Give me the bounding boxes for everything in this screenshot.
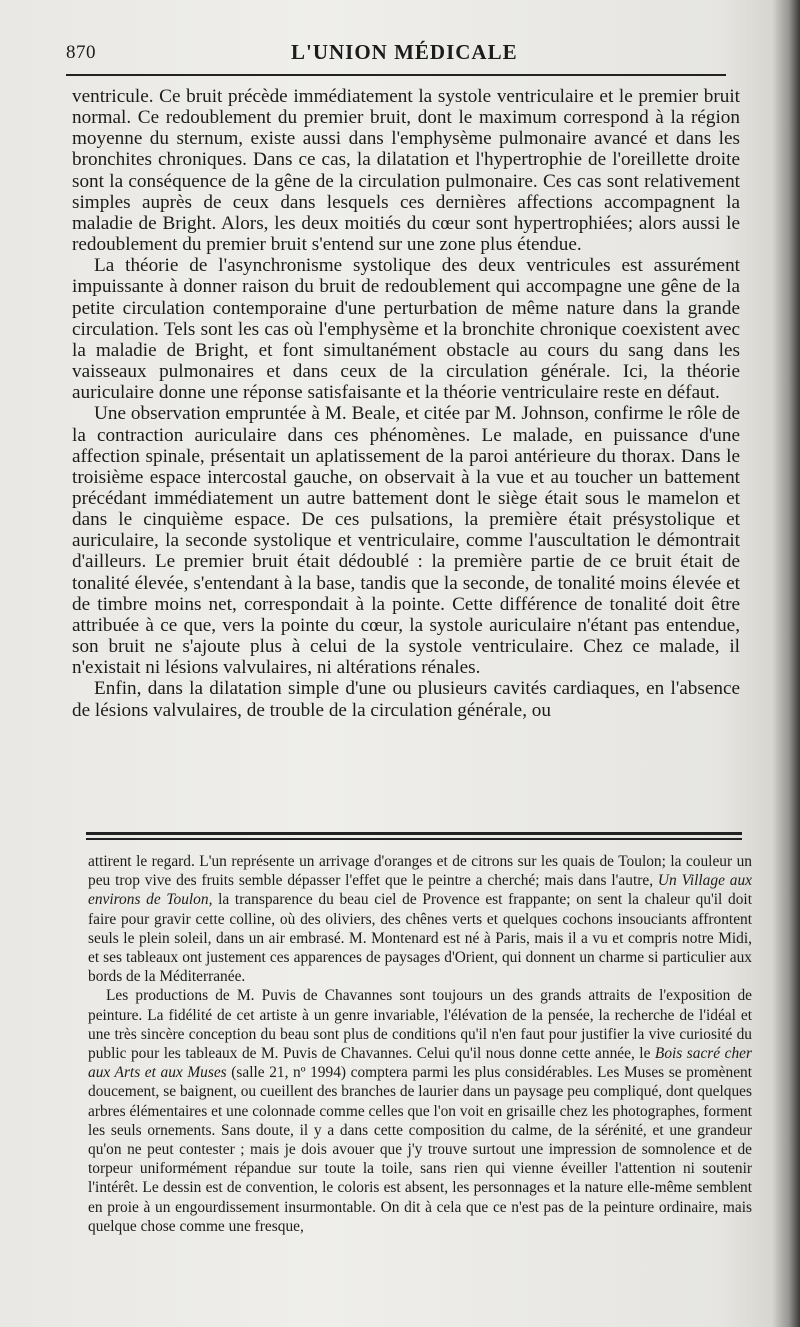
feuilleton-separator <box>86 832 742 841</box>
feuilleton-paragraph <box>88 852 752 986</box>
text-run: la transparence du beau ciel de Provence est frappante; on sent la chaleur qu'il doit faire pour gravir cette colline, où des oliviers, des chênes verts et quelques cochons insouciants affrontent seuls le plein soleil, dans un air embrasé. M. Montenard est né à Paris, mais il a vu et compris notre Midi, et ses tableaux ont justement ces apparences de paysages d'Orient, qui donnent un charme si particulier aux bords de la Méditerranée. <box>88 891 752 986</box>
running-title: L'UNION MÉDICALE <box>291 40 518 64</box>
main-article <box>72 86 740 721</box>
artwork-title: Un Village aux environs de Toulon, <box>88 872 753 909</box>
paragraph: Enfin, dans la dilatation simple d'une ou plusieurs cavités cardiaques, en l'absence de lésions valvulaires, de trouble de la circulation générale, ou <box>72 678 740 721</box>
artwork-title: Bois sacré cher aux Arts et aux Muses <box>88 1045 752 1082</box>
text-run: (salle 21, nº 1994) comptera parmi les plus considérables. Les Muses se promènent doucement, se baignent, ou cueillent des branches de laurier dans un paysage peu compliqué, dont quelques arbres élémentaires et une colonnade comme celles que l'on voit en grisaille chez les photographes, forment les seuls ornements. Sans doute, il y a dans cette composition du calme, de la sérénité, et une grandeur qu'on ne peut contester ; mais je dois avouer que j'y trouve surtout une impression de somnolence et de torpeur uniformément répandue sur toute la toile, sans rien qui vienne éveiller l'attention ni soutenir l'intérêt. Le dessin est de convention, le coloris est absent, les personnages et la nature elle-même semblent en proie à un engourdissement insurmontable. On dit à cela que ce n'est pas de la peinture ordinaire, mais quelque chose comme une fresque, <box>88 1064 752 1235</box>
text-run: attirent le regard. L'un représente un arrivage d'oranges et de citrons sur les quais de Toulon; la couleur un peu trop vive des fruits semble dépasser l'effet que le peintre a cherché; mais dans l'autre, <box>88 853 752 890</box>
book-spine-shadow <box>772 0 800 1327</box>
page-header <box>66 34 736 68</box>
paragraph: Une observation empruntée à M. Beale, et citée par M. Johnson, confirme le rôle de la contraction auriculaire dans ces phénomènes. Le malade, en puissance d'une affection spinale, présentait un aplatissement de la paroi antérieure du thorax. Dans le troisième espace intercostal gauche, on observait à la vue et au toucher un battement précédant immédiatement un autre battement dont le siège était sous le mamelon et dans le cinquième espace. De ces pulsations, la première était présystolique et auriculaire, la seconde systolique et ventriculaire, comme l'auscultation le démontrait d'ailleurs. Le premier bruit était dédoublé : la première partie de ce bruit était de tonalité élevée, s'entendant à la base, tandis que la seconde, de tonalité moins élevée et de timbre moins net, correspondait à la pointe. Cette différence de tonalité doit être attribuée à ce que, vers la pointe du cœur, la systole auriculaire n'étant pas entendue, son bruit ne s'ajoute plus à celui de la systole ventriculaire. Chez ce malade, il n'existait ni lésions valvulaires, ni altérations rénales. <box>72 403 740 679</box>
paragraph: ventricule. Ce bruit précède immédiatement la systole ventriculaire et le premier bruit normal. Ce redoublement du premier bruit, dont le maximum correspond à la région moyenne du sternum, existe aussi dans l'emphysème pulmonaire avancé et dans les bronchites chroniques. Dans ce cas, la dilatation et l'hypertrophie de l'oreillette droite sont la conséquence de la gêne de la circulation pulmonaire. Ces cas sont relativement simples auprès de ceux dans lesquels ces dernières affections accompagnent la maladie de Bright. Alors, les deux moitiés du cœur sont hypertrophiées; alors aussi le redoublement du premier bruit s'entend sur une zone plus étendue. <box>72 86 740 256</box>
header-rule <box>66 74 726 76</box>
text-run: Les productions de M. Puvis de Chavannes sont toujours un des grands attraits de l'exposition de peinture. La fidélité de cet artiste à un genre invariable, l'élévation de la pensée, la recherche de l'idéal et une très sincère conception du beau sont plus de conditions qu'il n'en faut pour justifier la vive curiosité du public pour les tableaux de M. Puvis de Chavannes. Celui qu'il nous donne cette année, le <box>88 987 752 1063</box>
paragraph: La théorie de l'asynchronisme systolique des deux ventricules est assurément impuissante à donner raison du bruit de redoublement qui accompagne une gêne de la petite circulation contemporaine d'une perturbation de même nature dans la grande circulation. Tels sont les cas où l'emphysème et la bronchite chronique coexistent avec la maladie de Bright, et font simultanément obstacle au cours du sang dans les vaisseaux pulmonaires et dans ceux de la circulation générale. Ici, la théorie auriculaire donne une réponse satisfaisante et la théorie ventriculaire reste en défaut. <box>72 255 740 404</box>
page-number: 870 <box>66 42 96 63</box>
feuilleton-section <box>88 852 752 1236</box>
feuilleton-paragraph <box>88 986 752 1236</box>
